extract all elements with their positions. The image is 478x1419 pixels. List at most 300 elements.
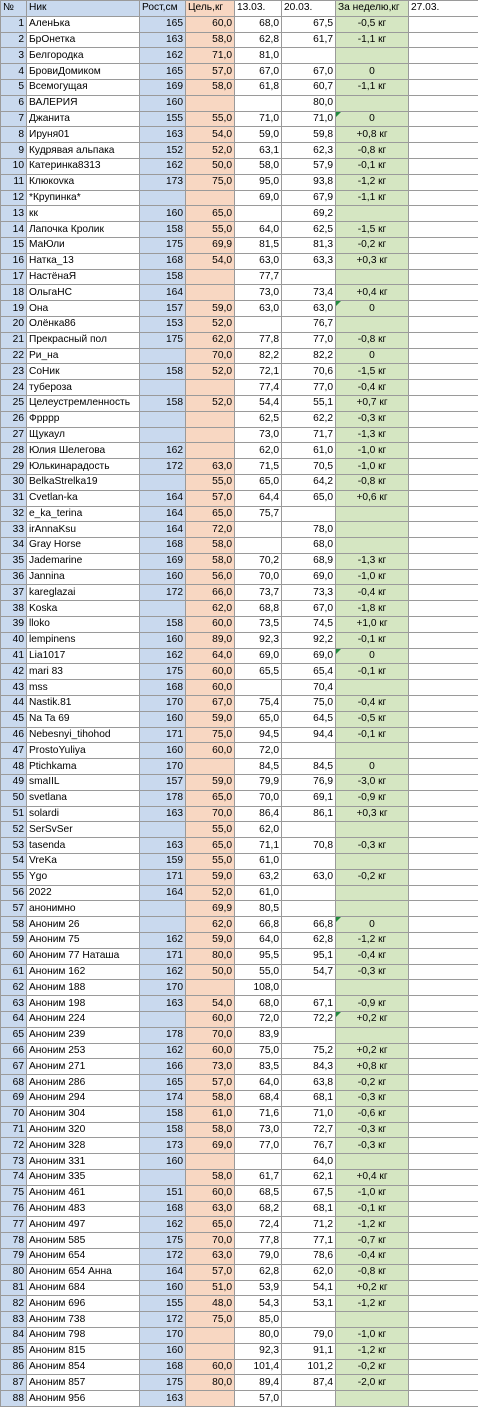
weight-13-03-cell[interactable]: 85,0 bbox=[235, 1312, 282, 1328]
weekly-change-cell[interactable]: -0,5 кг bbox=[336, 711, 409, 727]
height-cell[interactable] bbox=[140, 427, 186, 443]
weight-13-03-cell[interactable]: 95,0 bbox=[235, 174, 282, 190]
weekly-change-cell[interactable]: +0,2 кг bbox=[336, 1043, 409, 1059]
weight-13-03-cell[interactable]: 69,0 bbox=[235, 190, 282, 206]
goal-weight-cell[interactable]: 69,9 bbox=[186, 901, 235, 917]
goal-weight-cell[interactable]: 69,0 bbox=[186, 1138, 235, 1154]
weight-27-03-cell[interactable] bbox=[409, 427, 478, 443]
weekly-change-cell[interactable]: -0,2 кг bbox=[336, 1359, 409, 1375]
weight-20-03-cell[interactable]: 69,1 bbox=[282, 790, 336, 806]
weight-13-03-cell[interactable]: 63,1 bbox=[235, 143, 282, 159]
nickname-cell[interactable]: Клюкоvка bbox=[27, 174, 140, 190]
weekly-change-cell[interactable]: +0,7 кг bbox=[336, 395, 409, 411]
row-number[interactable]: 51 bbox=[1, 806, 27, 822]
goal-weight-cell[interactable]: 65,0 bbox=[186, 1217, 235, 1233]
nickname-cell[interactable]: ProstoYuliya bbox=[27, 743, 140, 759]
goal-weight-cell[interactable]: 70,0 bbox=[186, 806, 235, 822]
weight-27-03-cell[interactable] bbox=[409, 301, 478, 317]
weight-20-03-cell[interactable]: 94,4 bbox=[282, 727, 336, 743]
nickname-cell[interactable]: Аноним 162 bbox=[27, 964, 140, 980]
weight-27-03-cell[interactable] bbox=[409, 648, 478, 664]
weight-27-03-cell[interactable] bbox=[409, 332, 478, 348]
weight-27-03-cell[interactable] bbox=[409, 158, 478, 174]
goal-weight-cell[interactable] bbox=[186, 269, 235, 285]
weight-20-03-cell[interactable] bbox=[282, 1312, 336, 1328]
goal-weight-cell[interactable]: 70,0 bbox=[186, 348, 235, 364]
height-cell[interactable]: 169 bbox=[140, 79, 186, 95]
goal-weight-cell[interactable] bbox=[186, 285, 235, 301]
row-number[interactable]: 35 bbox=[1, 553, 27, 569]
weight-13-03-cell[interactable]: 72,0 bbox=[235, 1012, 282, 1028]
weight-20-03-cell[interactable]: 63,3 bbox=[282, 253, 336, 269]
goal-weight-cell[interactable]: 71,0 bbox=[186, 48, 235, 64]
height-cell[interactable]: 168 bbox=[140, 253, 186, 269]
weight-13-03-cell[interactable]: 71,0 bbox=[235, 111, 282, 127]
weekly-change-cell[interactable]: 0 bbox=[336, 64, 409, 80]
weekly-change-cell[interactable] bbox=[336, 743, 409, 759]
row-number[interactable]: 79 bbox=[1, 1248, 27, 1264]
height-cell[interactable]: 168 bbox=[140, 538, 186, 554]
row-number[interactable]: 10 bbox=[1, 158, 27, 174]
weekly-change-cell[interactable]: +0,6 кг bbox=[336, 490, 409, 506]
weight-13-03-cell[interactable]: 62,8 bbox=[235, 1264, 282, 1280]
height-cell[interactable]: 162 bbox=[140, 1043, 186, 1059]
goal-weight-cell[interactable]: 63,0 bbox=[186, 459, 235, 475]
weekly-change-cell[interactable] bbox=[336, 269, 409, 285]
height-cell[interactable]: 168 bbox=[140, 1201, 186, 1217]
weight-27-03-cell[interactable] bbox=[409, 996, 478, 1012]
nickname-cell[interactable]: Аноним 75 bbox=[27, 933, 140, 949]
weekly-change-cell[interactable]: -0,1 кг bbox=[336, 632, 409, 648]
row-number[interactable]: 52 bbox=[1, 822, 27, 838]
weight-27-03-cell[interactable] bbox=[409, 854, 478, 870]
weight-13-03-cell[interactable]: 61,7 bbox=[235, 1169, 282, 1185]
weight-27-03-cell[interactable] bbox=[409, 285, 478, 301]
nickname-cell[interactable]: Аноним 328 bbox=[27, 1138, 140, 1154]
height-cell[interactable]: 160 bbox=[140, 743, 186, 759]
nickname-cell[interactable]: Аноним 331 bbox=[27, 1154, 140, 1170]
row-number[interactable]: 14 bbox=[1, 222, 27, 238]
nickname-cell[interactable]: ОльгаНС bbox=[27, 285, 140, 301]
row-number[interactable]: 32 bbox=[1, 506, 27, 522]
row-number[interactable]: 5 bbox=[1, 79, 27, 95]
weight-20-03-cell[interactable]: 93,8 bbox=[282, 174, 336, 190]
weight-27-03-cell[interactable] bbox=[409, 127, 478, 143]
weight-27-03-cell[interactable] bbox=[409, 1138, 478, 1154]
weight-27-03-cell[interactable] bbox=[409, 1233, 478, 1249]
weight-20-03-cell[interactable]: 71,7 bbox=[282, 427, 336, 443]
weekly-change-cell[interactable]: -0,8 кг bbox=[336, 143, 409, 159]
weight-13-03-cell[interactable]: 77,8 bbox=[235, 1233, 282, 1249]
weight-13-03-cell[interactable]: 81,5 bbox=[235, 237, 282, 253]
height-cell[interactable]: 165 bbox=[140, 1075, 186, 1091]
nickname-cell[interactable]: Прекрасный пол bbox=[27, 332, 140, 348]
weight-13-03-cell[interactable]: 68,0 bbox=[235, 16, 282, 32]
weight-20-03-cell[interactable]: 63,0 bbox=[282, 301, 336, 317]
weight-13-03-cell[interactable]: 92,3 bbox=[235, 632, 282, 648]
weight-20-03-cell[interactable]: 78,6 bbox=[282, 1248, 336, 1264]
weekly-change-cell[interactable]: -0,3 кг bbox=[336, 411, 409, 427]
weight-20-03-cell[interactable]: 68,0 bbox=[282, 538, 336, 554]
weight-20-03-cell[interactable]: 53,1 bbox=[282, 1296, 336, 1312]
weekly-change-cell[interactable]: -0,2 кг bbox=[336, 869, 409, 885]
goal-weight-cell[interactable] bbox=[186, 759, 235, 775]
weight-13-03-cell[interactable]: 75,0 bbox=[235, 1043, 282, 1059]
weekly-change-cell[interactable] bbox=[336, 854, 409, 870]
weight-20-03-cell[interactable]: 57,9 bbox=[282, 158, 336, 174]
weight-13-03-cell[interactable]: 61,0 bbox=[235, 885, 282, 901]
row-number[interactable]: 20 bbox=[1, 316, 27, 332]
weight-27-03-cell[interactable] bbox=[409, 411, 478, 427]
weight-20-03-cell[interactable]: 84,5 bbox=[282, 759, 336, 775]
height-cell[interactable]: 168 bbox=[140, 680, 186, 696]
weekly-change-cell[interactable]: -0,4 кг bbox=[336, 380, 409, 396]
row-number[interactable]: 55 bbox=[1, 869, 27, 885]
weekly-change-cell[interactable] bbox=[336, 1154, 409, 1170]
nickname-cell[interactable]: lempinens bbox=[27, 632, 140, 648]
row-number[interactable]: 13 bbox=[1, 206, 27, 222]
weekly-change-cell[interactable] bbox=[336, 1312, 409, 1328]
header-weekly-change[interactable]: За неделю,кг bbox=[336, 1, 409, 17]
weight-20-03-cell[interactable]: 62,1 bbox=[282, 1169, 336, 1185]
weekly-change-cell[interactable]: -1,2 кг bbox=[336, 1343, 409, 1359]
goal-weight-cell[interactable]: 65,0 bbox=[186, 838, 235, 854]
weekly-change-cell[interactable]: -1,0 кг bbox=[336, 1327, 409, 1343]
row-number[interactable]: 1 bbox=[1, 16, 27, 32]
row-number[interactable]: 18 bbox=[1, 285, 27, 301]
goal-weight-cell[interactable]: 72,0 bbox=[186, 522, 235, 538]
goal-weight-cell[interactable]: 58,0 bbox=[186, 1122, 235, 1138]
weekly-change-cell[interactable]: -1,8 кг bbox=[336, 601, 409, 617]
weight-13-03-cell[interactable]: 70,0 bbox=[235, 790, 282, 806]
goal-weight-cell[interactable]: 58,0 bbox=[186, 538, 235, 554]
nickname-cell[interactable]: Целеустремленность bbox=[27, 395, 140, 411]
goal-weight-cell[interactable]: 60,0 bbox=[186, 1185, 235, 1201]
weight-27-03-cell[interactable] bbox=[409, 474, 478, 490]
row-number[interactable]: 28 bbox=[1, 443, 27, 459]
goal-weight-cell[interactable]: 67,0 bbox=[186, 696, 235, 712]
weekly-change-cell[interactable]: -0,8 кг bbox=[336, 1264, 409, 1280]
weekly-change-cell[interactable]: -0,3 кг bbox=[336, 1090, 409, 1106]
goal-weight-cell[interactable]: 55,0 bbox=[186, 222, 235, 238]
row-number[interactable]: 16 bbox=[1, 253, 27, 269]
weekly-change-cell[interactable] bbox=[336, 538, 409, 554]
weekly-change-cell[interactable]: -1,2 кг bbox=[336, 174, 409, 190]
weight-27-03-cell[interactable] bbox=[409, 1090, 478, 1106]
height-cell[interactable]: 165 bbox=[140, 64, 186, 80]
weekly-change-cell[interactable]: +0,4 кг bbox=[336, 285, 409, 301]
nickname-cell[interactable]: Щукаул bbox=[27, 427, 140, 443]
weight-20-03-cell[interactable]: 70,5 bbox=[282, 459, 336, 475]
row-number[interactable]: 43 bbox=[1, 680, 27, 696]
weight-27-03-cell[interactable] bbox=[409, 111, 478, 127]
weight-27-03-cell[interactable] bbox=[409, 1169, 478, 1185]
weight-27-03-cell[interactable] bbox=[409, 775, 478, 791]
height-cell[interactable]: 170 bbox=[140, 980, 186, 996]
weekly-change-cell[interactable]: -1,3 кг bbox=[336, 553, 409, 569]
weight-13-03-cell[interactable]: 61,0 bbox=[235, 854, 282, 870]
weekly-change-cell[interactable]: -1,5 кг bbox=[336, 364, 409, 380]
weight-13-03-cell[interactable] bbox=[235, 538, 282, 554]
goal-weight-cell[interactable]: 65,0 bbox=[186, 790, 235, 806]
weight-27-03-cell[interactable] bbox=[409, 869, 478, 885]
weight-20-03-cell[interactable]: 71,0 bbox=[282, 111, 336, 127]
weight-27-03-cell[interactable] bbox=[409, 222, 478, 238]
weight-13-03-cell[interactable]: 73,7 bbox=[235, 585, 282, 601]
weekly-change-cell[interactable]: 0 bbox=[336, 648, 409, 664]
row-number[interactable]: 69 bbox=[1, 1090, 27, 1106]
nickname-cell[interactable]: Ри_на bbox=[27, 348, 140, 364]
header-goal[interactable]: Цель,кг bbox=[186, 1, 235, 17]
weight-13-03-cell[interactable]: 63,0 bbox=[235, 253, 282, 269]
weekly-change-cell[interactable]: -1,3 кг bbox=[336, 427, 409, 443]
weight-27-03-cell[interactable] bbox=[409, 1012, 478, 1028]
weight-27-03-cell[interactable] bbox=[409, 1343, 478, 1359]
row-number[interactable]: 48 bbox=[1, 759, 27, 775]
weekly-change-cell[interactable]: -0,6 кг bbox=[336, 1106, 409, 1122]
goal-weight-cell[interactable]: 64,0 bbox=[186, 648, 235, 664]
row-number[interactable]: 2 bbox=[1, 32, 27, 48]
nickname-cell[interactable]: *Крупинка* bbox=[27, 190, 140, 206]
weight-20-03-cell[interactable]: 68,9 bbox=[282, 553, 336, 569]
nickname-cell[interactable]: Ygo bbox=[27, 869, 140, 885]
goal-weight-cell[interactable] bbox=[186, 1154, 235, 1170]
weekly-change-cell[interactable]: -0,3 кг bbox=[336, 1138, 409, 1154]
goal-weight-cell[interactable] bbox=[186, 427, 235, 443]
row-number[interactable]: 22 bbox=[1, 348, 27, 364]
weekly-change-cell[interactable] bbox=[336, 822, 409, 838]
height-cell[interactable]: 178 bbox=[140, 790, 186, 806]
weight-27-03-cell[interactable] bbox=[409, 680, 478, 696]
height-cell[interactable]: 155 bbox=[140, 111, 186, 127]
nickname-cell[interactable]: Аноним 956 bbox=[27, 1391, 140, 1407]
row-number[interactable]: 77 bbox=[1, 1217, 27, 1233]
goal-weight-cell[interactable]: 57,0 bbox=[186, 1075, 235, 1091]
goal-weight-cell[interactable]: 55,0 bbox=[186, 822, 235, 838]
weight-20-03-cell[interactable]: 72,7 bbox=[282, 1122, 336, 1138]
nickname-cell[interactable]: Аноним 77 Наташа bbox=[27, 948, 140, 964]
weekly-change-cell[interactable]: -2,0 кг bbox=[336, 1375, 409, 1391]
nickname-cell[interactable]: mss bbox=[27, 680, 140, 696]
weight-27-03-cell[interactable] bbox=[409, 948, 478, 964]
nickname-cell[interactable]: lloko bbox=[27, 617, 140, 633]
nickname-cell[interactable]: Ptichkama bbox=[27, 759, 140, 775]
weekly-change-cell[interactable]: -0,3 кг bbox=[336, 838, 409, 854]
height-cell[interactable]: 158 bbox=[140, 1106, 186, 1122]
weight-27-03-cell[interactable] bbox=[409, 143, 478, 159]
nickname-cell[interactable]: Аноним 815 bbox=[27, 1343, 140, 1359]
nickname-cell[interactable]: Юлия Шелегова bbox=[27, 443, 140, 459]
goal-weight-cell[interactable]: 59,0 bbox=[186, 775, 235, 791]
nickname-cell[interactable]: Аноним 483 bbox=[27, 1201, 140, 1217]
weight-20-03-cell[interactable]: 91,1 bbox=[282, 1343, 336, 1359]
row-number[interactable]: 36 bbox=[1, 569, 27, 585]
weight-13-03-cell[interactable]: 86,4 bbox=[235, 806, 282, 822]
nickname-cell[interactable]: Koska bbox=[27, 601, 140, 617]
weight-20-03-cell[interactable]: 67,0 bbox=[282, 64, 336, 80]
weekly-change-cell[interactable]: -0,7 кг bbox=[336, 1233, 409, 1249]
row-number[interactable]: 40 bbox=[1, 632, 27, 648]
weight-13-03-cell[interactable] bbox=[235, 316, 282, 332]
nickname-cell[interactable]: Ируня01 bbox=[27, 127, 140, 143]
height-cell[interactable]: 157 bbox=[140, 301, 186, 317]
weight-13-03-cell[interactable]: 63,2 bbox=[235, 869, 282, 885]
weight-13-03-cell[interactable]: 80,0 bbox=[235, 1327, 282, 1343]
row-number[interactable]: 47 bbox=[1, 743, 27, 759]
row-number[interactable]: 21 bbox=[1, 332, 27, 348]
weight-27-03-cell[interactable] bbox=[409, 901, 478, 917]
goal-weight-cell[interactable] bbox=[186, 95, 235, 111]
weekly-change-cell[interactable]: -0,4 кг bbox=[336, 696, 409, 712]
nickname-cell[interactable]: Аноним 738 bbox=[27, 1312, 140, 1328]
row-number[interactable]: 87 bbox=[1, 1375, 27, 1391]
weight-20-03-cell[interactable]: 77,0 bbox=[282, 332, 336, 348]
weight-27-03-cell[interactable] bbox=[409, 569, 478, 585]
weight-20-03-cell[interactable]: 67,5 bbox=[282, 1185, 336, 1201]
nickname-cell[interactable]: VreKa bbox=[27, 854, 140, 870]
weekly-change-cell[interactable] bbox=[336, 206, 409, 222]
nickname-cell[interactable]: Лапочка Кролик bbox=[27, 222, 140, 238]
height-cell[interactable]: 171 bbox=[140, 727, 186, 743]
weight-27-03-cell[interactable] bbox=[409, 727, 478, 743]
goal-weight-cell[interactable] bbox=[186, 380, 235, 396]
weight-13-03-cell[interactable]: 67,0 bbox=[235, 64, 282, 80]
row-number[interactable]: 33 bbox=[1, 522, 27, 538]
weight-20-03-cell[interactable] bbox=[282, 980, 336, 996]
nickname-cell[interactable]: 2022 bbox=[27, 885, 140, 901]
row-number[interactable]: 63 bbox=[1, 996, 27, 1012]
weight-20-03-cell[interactable]: 59,8 bbox=[282, 127, 336, 143]
weight-13-03-cell[interactable]: 77,8 bbox=[235, 332, 282, 348]
height-cell[interactable]: 162 bbox=[140, 933, 186, 949]
weight-20-03-cell[interactable]: 64,2 bbox=[282, 474, 336, 490]
weight-13-03-cell[interactable] bbox=[235, 206, 282, 222]
weight-27-03-cell[interactable] bbox=[409, 617, 478, 633]
nickname-cell[interactable]: Аноним 304 bbox=[27, 1106, 140, 1122]
weight-13-03-cell[interactable]: 92,3 bbox=[235, 1343, 282, 1359]
weekly-change-cell[interactable]: 0 bbox=[336, 111, 409, 127]
goal-weight-cell[interactable] bbox=[186, 1343, 235, 1359]
weight-13-03-cell[interactable] bbox=[235, 522, 282, 538]
weight-20-03-cell[interactable] bbox=[282, 743, 336, 759]
nickname-cell[interactable]: Аноним 271 bbox=[27, 1059, 140, 1075]
weight-20-03-cell[interactable]: 87,4 bbox=[282, 1375, 336, 1391]
row-number[interactable]: 78 bbox=[1, 1233, 27, 1249]
weight-20-03-cell[interactable]: 76,7 bbox=[282, 316, 336, 332]
nickname-cell[interactable]: e_ka_terina bbox=[27, 506, 140, 522]
weight-20-03-cell[interactable]: 62,5 bbox=[282, 222, 336, 238]
weight-13-03-cell[interactable]: 70,2 bbox=[235, 553, 282, 569]
weight-13-03-cell[interactable]: 64,0 bbox=[235, 933, 282, 949]
row-number[interactable]: 76 bbox=[1, 1201, 27, 1217]
height-cell[interactable] bbox=[140, 901, 186, 917]
weekly-change-cell[interactable]: -0,2 кг bbox=[336, 1075, 409, 1091]
weekly-change-cell[interactable]: -0,1 кг bbox=[336, 158, 409, 174]
height-cell[interactable]: 165 bbox=[140, 16, 186, 32]
nickname-cell[interactable]: тубероза bbox=[27, 380, 140, 396]
weight-13-03-cell[interactable]: 77,7 bbox=[235, 269, 282, 285]
weight-20-03-cell[interactable]: 80,0 bbox=[282, 95, 336, 111]
row-number[interactable]: 9 bbox=[1, 143, 27, 159]
height-cell[interactable]: 170 bbox=[140, 759, 186, 775]
nickname-cell[interactable]: АленЬка bbox=[27, 16, 140, 32]
goal-weight-cell[interactable]: 56,0 bbox=[186, 569, 235, 585]
goal-weight-cell[interactable]: 60,0 bbox=[186, 743, 235, 759]
weight-20-03-cell[interactable]: 70,8 bbox=[282, 838, 336, 854]
weight-13-03-cell[interactable]: 108,0 bbox=[235, 980, 282, 996]
weight-27-03-cell[interactable] bbox=[409, 1027, 478, 1043]
height-cell[interactable]: 168 bbox=[140, 1359, 186, 1375]
goal-weight-cell[interactable]: 55,0 bbox=[186, 474, 235, 490]
weekly-change-cell[interactable]: 0 bbox=[336, 348, 409, 364]
weight-27-03-cell[interactable] bbox=[409, 522, 478, 538]
goal-weight-cell[interactable]: 70,0 bbox=[186, 1027, 235, 1043]
height-cell[interactable] bbox=[140, 474, 186, 490]
weekly-change-cell[interactable]: -0,9 кг bbox=[336, 996, 409, 1012]
weight-13-03-cell[interactable]: 73,0 bbox=[235, 1122, 282, 1138]
nickname-cell[interactable]: Аноним 654 bbox=[27, 1248, 140, 1264]
goal-weight-cell[interactable] bbox=[186, 443, 235, 459]
goal-weight-cell[interactable]: 55,0 bbox=[186, 111, 235, 127]
height-cell[interactable]: 163 bbox=[140, 32, 186, 48]
row-number[interactable]: 26 bbox=[1, 411, 27, 427]
weight-13-03-cell[interactable]: 66,8 bbox=[235, 917, 282, 933]
weight-13-03-cell[interactable]: 83,9 bbox=[235, 1027, 282, 1043]
weekly-change-cell[interactable]: -1,0 кг bbox=[336, 1185, 409, 1201]
weight-13-03-cell[interactable]: 77,0 bbox=[235, 1138, 282, 1154]
height-cell[interactable]: 158 bbox=[140, 269, 186, 285]
weekly-change-cell[interactable]: -0,4 кг bbox=[336, 585, 409, 601]
weekly-change-cell[interactable] bbox=[336, 1027, 409, 1043]
weight-13-03-cell[interactable] bbox=[235, 95, 282, 111]
nickname-cell[interactable]: Аноним 854 bbox=[27, 1359, 140, 1375]
header-number[interactable]: № bbox=[1, 1, 27, 17]
goal-weight-cell[interactable]: 54,0 bbox=[186, 253, 235, 269]
weight-13-03-cell[interactable]: 71,5 bbox=[235, 459, 282, 475]
weight-27-03-cell[interactable] bbox=[409, 174, 478, 190]
nickname-cell[interactable]: Аноним 286 bbox=[27, 1075, 140, 1091]
row-number[interactable]: 45 bbox=[1, 711, 27, 727]
weight-20-03-cell[interactable] bbox=[282, 48, 336, 64]
nickname-cell[interactable]: НастёнаЯ bbox=[27, 269, 140, 285]
goal-weight-cell[interactable]: 73,0 bbox=[186, 1059, 235, 1075]
weight-13-03-cell[interactable]: 65,5 bbox=[235, 664, 282, 680]
goal-weight-cell[interactable]: 52,0 bbox=[186, 395, 235, 411]
weight-20-03-cell[interactable] bbox=[282, 822, 336, 838]
goal-weight-cell[interactable]: 80,0 bbox=[186, 1375, 235, 1391]
weekly-change-cell[interactable] bbox=[336, 506, 409, 522]
weight-20-03-cell[interactable]: 76,7 bbox=[282, 1138, 336, 1154]
height-cell[interactable]: 151 bbox=[140, 1185, 186, 1201]
weight-20-03-cell[interactable]: 84,3 bbox=[282, 1059, 336, 1075]
weight-13-03-cell[interactable]: 65,0 bbox=[235, 711, 282, 727]
weekly-change-cell[interactable] bbox=[336, 680, 409, 696]
row-number[interactable]: 68 bbox=[1, 1075, 27, 1091]
weight-13-03-cell[interactable]: 72,4 bbox=[235, 1217, 282, 1233]
weekly-change-cell[interactable]: -0,3 кг bbox=[336, 964, 409, 980]
goal-weight-cell[interactable]: 51,0 bbox=[186, 1280, 235, 1296]
row-number[interactable]: 59 bbox=[1, 933, 27, 949]
height-cell[interactable]: 175 bbox=[140, 1233, 186, 1249]
nickname-cell[interactable]: Аноним 461 bbox=[27, 1185, 140, 1201]
weight-27-03-cell[interactable] bbox=[409, 553, 478, 569]
goal-weight-cell[interactable]: 60,0 bbox=[186, 1012, 235, 1028]
goal-weight-cell[interactable]: 55,0 bbox=[186, 854, 235, 870]
row-number[interactable]: 30 bbox=[1, 474, 27, 490]
height-cell[interactable]: 158 bbox=[140, 222, 186, 238]
row-number[interactable]: 72 bbox=[1, 1138, 27, 1154]
weight-20-03-cell[interactable]: 55,1 bbox=[282, 395, 336, 411]
